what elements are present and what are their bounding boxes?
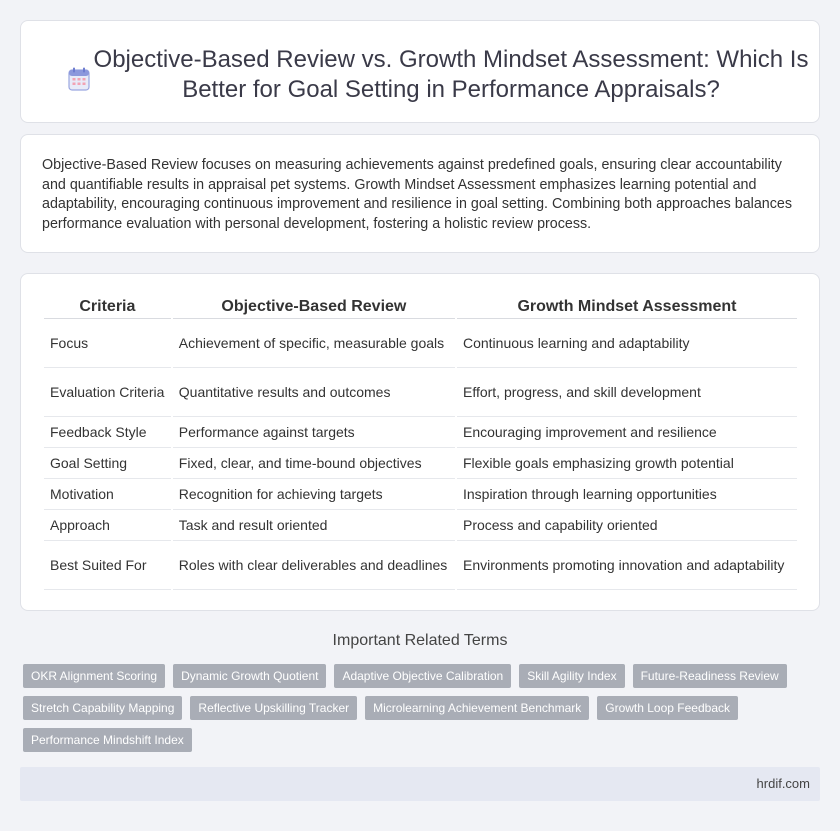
page-title-line-2: Better for Goal Setting in Performance Appraisals? xyxy=(182,76,720,103)
related-term-tag[interactable]: Growth Loop Feedback xyxy=(597,696,738,720)
comparison-card xyxy=(20,273,820,611)
related-term-tag[interactable]: Reflective Upskilling Tracker xyxy=(190,696,357,720)
table-row xyxy=(44,368,797,417)
table-cell: Best Suited For xyxy=(44,541,171,590)
table-cell: Effort, progress, and skill development xyxy=(457,368,797,417)
comparison-table xyxy=(42,296,799,590)
related-term-tag[interactable]: Skill Agility Index xyxy=(519,664,624,688)
table-row xyxy=(44,319,797,368)
related-term-tag[interactable]: Dynamic Growth Quotient xyxy=(173,664,326,688)
table-row xyxy=(44,479,797,510)
column-header-growth: Growth Mindset Assessment xyxy=(457,296,797,319)
table-cell: Quantitative results and outcomes xyxy=(173,368,455,417)
column-header-criteria: Criteria xyxy=(44,296,171,319)
page-title-line-1: Objective-Based Review vs. Growth Mindset Assessment: Which Is xyxy=(93,46,809,73)
related-term-tag[interactable]: Future-Readiness Review xyxy=(633,664,787,688)
table-cell: Goal Setting xyxy=(44,448,171,479)
table-row xyxy=(44,417,797,448)
page-title xyxy=(81,45,821,105)
table-row xyxy=(44,541,797,590)
table-cell: Environments promoting innovation and adaptability xyxy=(457,541,797,590)
table-cell: Continuous learning and adaptability xyxy=(457,319,797,368)
footer-site-link[interactable]: hrdif.com xyxy=(756,776,810,791)
table-cell: Process and capability oriented xyxy=(457,510,797,541)
table-cell: Task and result oriented xyxy=(173,510,455,541)
table-cell: Roles with clear deliverables and deadlines xyxy=(173,541,455,590)
related-terms-list xyxy=(23,664,813,752)
table-cell: Achievement of specific, measurable goals xyxy=(173,319,455,368)
column-header-objective: Objective-Based Review xyxy=(173,296,455,319)
title-card xyxy=(20,20,820,123)
table-cell: Encouraging improvement and resilience xyxy=(457,417,797,448)
related-terms-title: Important Related Terms xyxy=(332,632,508,649)
table-cell: Performance against targets xyxy=(173,417,455,448)
table-cell: Feedback Style xyxy=(44,417,171,448)
table-cell: Focus xyxy=(44,319,171,368)
table-row xyxy=(44,448,797,479)
table-cell: Recognition for achieving targets xyxy=(173,479,455,510)
related-term-tag[interactable]: Performance Mindshift Index xyxy=(23,728,192,752)
table-cell: Inspiration through learning opportunities xyxy=(457,479,797,510)
footer xyxy=(20,767,820,801)
related-term-tag[interactable]: Microlearning Achievement Benchmark xyxy=(365,696,589,720)
related-term-tag[interactable]: OKR Alignment Scoring xyxy=(23,664,165,688)
table-cell: Approach xyxy=(44,510,171,541)
related-term-tag[interactable]: Stretch Capability Mapping xyxy=(23,696,182,720)
table-cell: Fixed, clear, and time-bound objectives xyxy=(173,448,455,479)
table-cell: Flexible goals emphasizing growth potential xyxy=(457,448,797,479)
description-card xyxy=(20,134,820,253)
related-term-tag[interactable]: Adaptive Objective Calibration xyxy=(334,664,511,688)
description-text: Objective-Based Review focuses on measuring achievements against predefined goals, ensuring clear accountability and quantifiable results in appraisal pet systems. Growth Mindset Assessment emphasizes learning potential and adaptability, encouraging continuous improvement and resilience in goal setting. Combining both approaches balances performance evaluation with personal development, fostering a holistic review process. xyxy=(42,157,793,232)
table-header-row xyxy=(44,296,797,319)
table-cell: Evaluation Criteria xyxy=(44,368,171,417)
table-row xyxy=(44,510,797,541)
table-cell: Motivation xyxy=(44,479,171,510)
